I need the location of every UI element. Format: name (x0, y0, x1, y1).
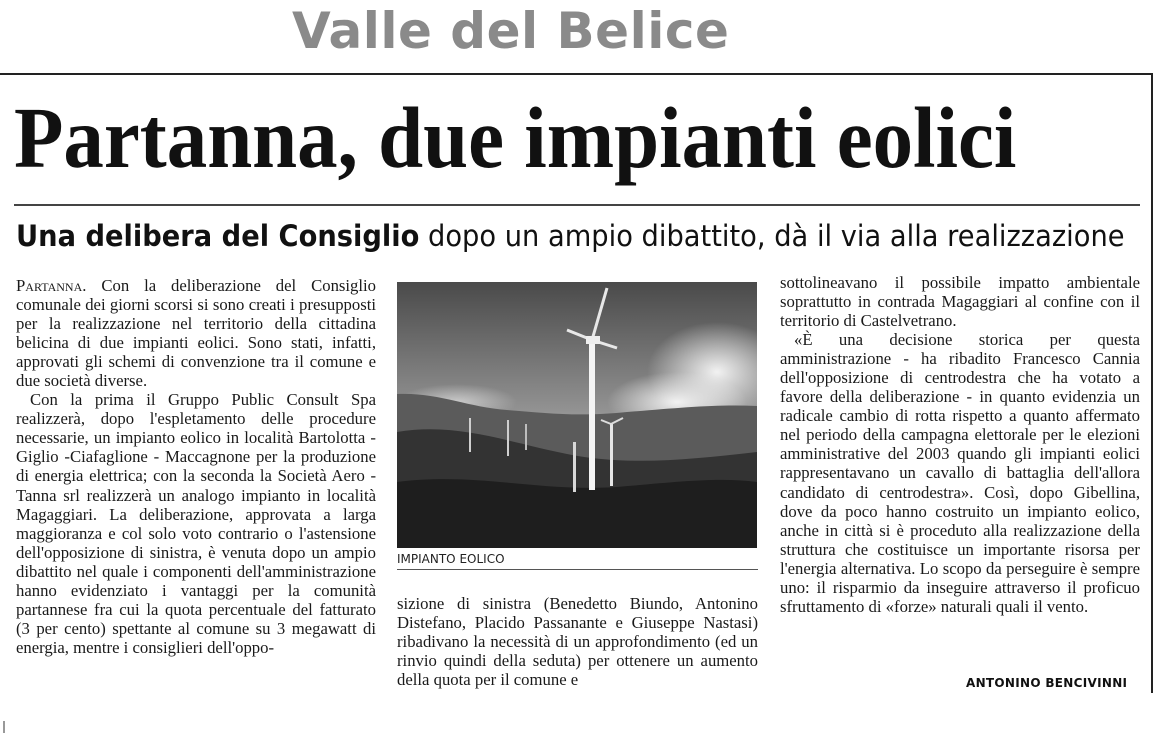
section-title: Valle del Belice (292, 2, 730, 60)
wind-turbine-photo (397, 282, 757, 548)
photo-caption: IMPIANTO EOLICO (397, 552, 505, 566)
section-header (0, 0, 1153, 74)
article-subhead (16, 216, 1125, 256)
wind-farm-image (397, 282, 757, 548)
subhead-rest: dopo un ampio dibattito, dà il via alla realizzazione (419, 219, 1125, 253)
subhead-bold: Una delibera del Consiglio (16, 219, 420, 253)
paragraph (16, 276, 376, 390)
byline: ANTONINO BENCIVINNI (966, 676, 1128, 690)
article-column-3 (780, 273, 1140, 616)
edge-mark (3, 721, 5, 733)
paragraph: sizione di sinistra (Benedetto Biundo, Antonino Distefano, Placido Passanante e Giuseppe Nastasi) ribadivano la necessità di un approfondimento (ed un rinvio quindi della seduta) per ottenere un aumento della quota per il comune e (397, 594, 758, 690)
paragraph-text: Con la deliberazione del Consiglio comunale dei giorni scorsi si sono creati i presupposti per la realizzazione nel territorio della cittadina belicina di due impianti eolici. Sono stati, infatti, approvati gli schemi di convenzione tra il comune e due società diverse. (16, 276, 376, 391)
top-border (0, 73, 1153, 75)
article-headline: Partanna, due impianti eolici (14, 89, 1017, 186)
paragraph: sottolineavano il possibile impatto ambientale soprattutto in contrada Magaggiari al confine con il territorio di Castelvetrano. (780, 273, 1140, 331)
dateline: Partanna. (16, 276, 87, 295)
paragraph: «È una decisione storica per questa amministrazione - ha ribadito Francesco Cannia dell'opposizione di centrodestra che ha votato a favore della deliberazione - in quanto evidenzia un radicale cambio di rotta rispetto a quanto affermato nel periodo della campagna elettorale per le elezioni amministrative del 2003 quando gli impianti eolici rappresentavano un cavallo di battaglia dell'allora candidato di centrodestra». Così, dopo Gibellina, dove da poco hanno costruito un impianto eolico, anche in città si è proceduto alla realizzazione della struttura che costituisce un importante risorsa per l'energia alternativa. Lo scopo da perseguire è sempre uno: il risparmio da inseguire attraverso il proficuo sfruttamento di «forze» naturali quali il vento. (780, 330, 1140, 616)
paragraph: Con la prima il Gruppo Public Consult Spa realizzerà, dopo l'espletamento delle procedure necessarie, un impianto eolico in località Bartolotta - Giglio -Ciafaglione - Maccagnone per la produzione di energia elettrica; con la seconda la Società Aero -Tanna srl realizzerà un analogo impianto in località Magaggiari. La deliberazione, approvata a larga maggioranza e col solo voto contrario o l'astensione dell'opposizione di sinistra, è venuta dopo un ampio dibattito nel quale i componenti dell'amministrazione hanno evidenziato i vantaggi per la comunità partannese fra cui la quota percentuale del fatturato (3 per cento) spettante al comune su 3 megawatt di energia, mentre i consiglieri dell'oppo- (16, 390, 376, 657)
article-column-1 (16, 276, 376, 657)
headline-rule (14, 204, 1140, 206)
article-column-2 (397, 594, 758, 689)
caption-rule (397, 569, 758, 570)
